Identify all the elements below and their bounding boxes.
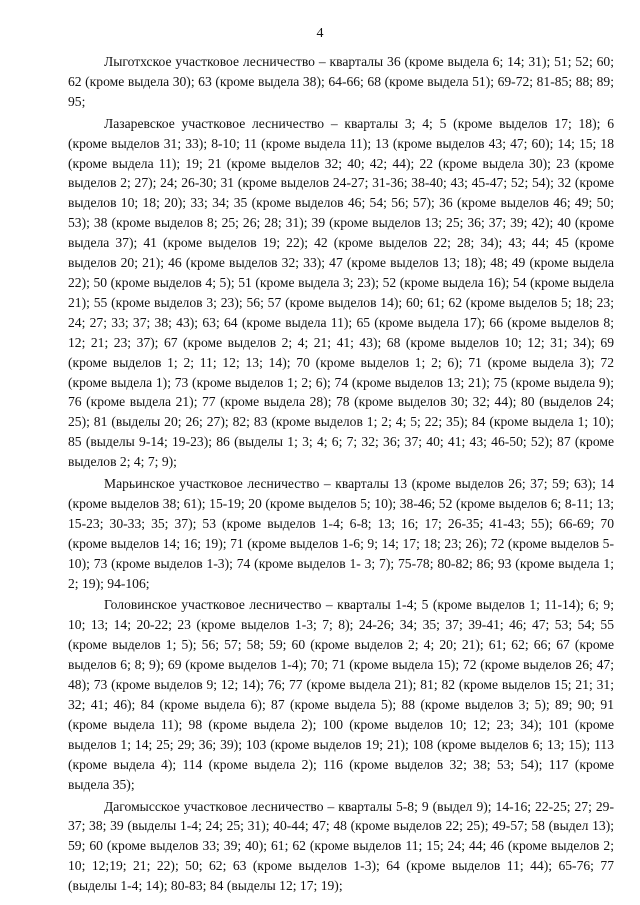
paragraph-lazarevskoe: Лазаревское участковое лесничество – кварталы 3; 4; 5 (кроме выделов 17; 18); 6 (кроме выделов 31; 33); 8-10; 11 (кроме выдела 11); 13 (кроме выделов 43; 47; 60); 14; 15; 18 (кроме выдела 11); 19; 21 (кроме выделов 32; 40; 42; 44); 22 (кроме выдела 30); 23 (кроме выделов 2; 27); 24; 26-30; 31 (кроме выделов 24-27; 31-36; 38-40; 43; 45-47; 52; 54); 32 (кроме выделов 10; 18; 20); 33; 34; 35 (кроме выделов 46; 54; 56; 57); 36 (кроме выделов 46; 49; 50; 53); 38 (кроме выделов 8; 25; 26; 28; 31); 39 (кроме выделов 13; 25; 36; 37; 39; 42); 40 (кроме выдела 37); 41 (кроме выделов 19; 22); 42 (кроме выделов 22; 28; 34); 43; 44; 45 (кроме выделов 20; 21); 46 (кроме выделов 32; 33); 47 (кроме выделов 13; 18); 48; 49 (кроме выдела 22); 50 (кроме выделов 4; 5); 51 (кроме выдела 3; 23); 52 (кроме выдела 16); 54 (кроме выдела 21); 55 (кроме выделов 3; 23); 56; 57 (кроме выделов 14); 60; 61; 62 (кроме выделов 5; 18; 23; 24; 27; 33; 37; 38; 43); 63; 64 (кроме выдела 11); 65 (кроме выдела 17); 66 (кроме выделов 8; 12; 21; 23; 37); 67 (кроме выделов 2; 4; 21; 41; 43); 68 (кроме выделов 10; 12; 31; 34); 69 (кроме выделов 1; 2; 11; 12; 13; 14); 70 (кроме выделов 1; 2; 6); 71 (кроме выдела 3); 72 (кроме выдела 1); 73 (кроме выделов 1; 2; 6); 74 (кроме выделов 13; 21); 75 (кроме выдела 9); 76 (кроме выдела 21); 77 (кроме выдела 28); 78 (кроме выделов 30; 32; 44); 80 (выделов 24; 25); 81 (выделы 20; 26; 27); 82; 83 (кроме выделов 1; 2; 4; 5; 22; 35); 84 (кроме выдела 1; 10); 85 (выделы 9-14; 19-23); 86 (выделы 1; 3; 4; 6; 7; 32; 36; 37; 40; 41; 43; 46-50; 52); 87 (кроме выделов 2; 4; 7; 9); — [68, 115, 614, 470]
paragraph-golovinskoe: Головинское участковое лесничество – кварталы 1-4; 5 (кроме выделов 1; 11-14); 6; 9; 10; 13; 14; 20-22; 23 (кроме выделов 1-3; 7; 8); 24-26; 34; 35; 37; 39-41; 46; 47; 53; 54; 55 (кроме выделов 1; 5); 56; 57; 58; 59; 60 (кроме выделов 2; 4; 20; 21); 61; 62; 66; 67 (кроме выделов 6; 8; 9); 69 (кроме выделов 1-4); 70; 71 (кроме выдела 15); 72 (кроме выделов 26; 47; 48); 73 (кроме выделов 9; 12; 14); 76; 77 (кроме выдела 21); 81; 82 (кроме выделов 15; 21; 31; 32; 41; 46); 84 (кроме выдела 6); 87 (кроме выдела 5); 88 (кроме выделов 3; 5); 89; 90; 91 (кроме выдела 11); 98 (кроме выдела 2); 100 (кроме выделов 10; 12; 23; 34); 101 (кроме выделов 1; 14; 25; 29; 36; 39); 103 (кроме выделов 19; 21); 108 (кроме выделов 6; 13; 15); 113 (кроме выдела 4); 114 (кроме выдела 2); 116 (кроме выделов 32; 38; 53; 54); 117 (кроме выдела 35); — [68, 597, 614, 792]
document-body — [68, 52, 614, 898]
paragraph-dagomysskoe: Дагомысское участковое лесничество – кварталы 5-8; 9 (выдел 9); 14-16; 22-25; 27; 29-37; 38; 39 (выделы 1-4; 24; 25; 31); 40-44; 47; 48 (кроме выделов 22; 25); 49-57; 58 (выдел 13); 59; 60 (кроме выделов 33; 39; 40); 61; 62 (кроме выделов 11; 15; 24; 44; 46 (кроме выделов 2; 10; 12;19; 21; 22); 50; 62; 63 (кроме выделов 1-3); 64 (кроме выделов 11; 44); 65-76; 77 (выделы 1-4; 14); 80-83; 84 (выделы 12; 17; 19); — [68, 798, 614, 894]
paragraph-lygotkhskoe: Лыготхское участковое лесничество – кварталы 36 (кроме выдела 6; 14; 31); 51; 52; 60; 62 (кроме выдела 30); 63 (кроме выдела 38); 64-66; 68 (кроме выдела 51); 69-72; 81-85; 88; 89; 95; — [68, 54, 614, 109]
page-number: 4 — [316, 26, 324, 41]
paragraph-maryinskoe: Марьинское участковое лесничество – кварталы 13 (кроме выделов 26; 37; 59; 63); 14 (кроме выделов 38; 61); 15-19; 20 (кроме выделов 5; 10); 38-46; 52 (кроме выделов 6; 8-11; 13; 15-23; 30-33; 35; 37); 53 (кроме выделов 1-4; 6-8; 13; 16; 17; 26-35; 41-43; 55); 66-69; 70 (кроме выделов 14; 16; 19); 71 (кроме выделов 1-6; 9; 14; 17; 18; 23; 26); 72 (кроме выделов 5-10); 73 (кроме выделов 1-3); 74 (кроме выделов 1- 3; 7); 75-78; 80-82; 86; 93 (кроме выдела 1; 2; 19); 94-106; — [68, 476, 614, 591]
